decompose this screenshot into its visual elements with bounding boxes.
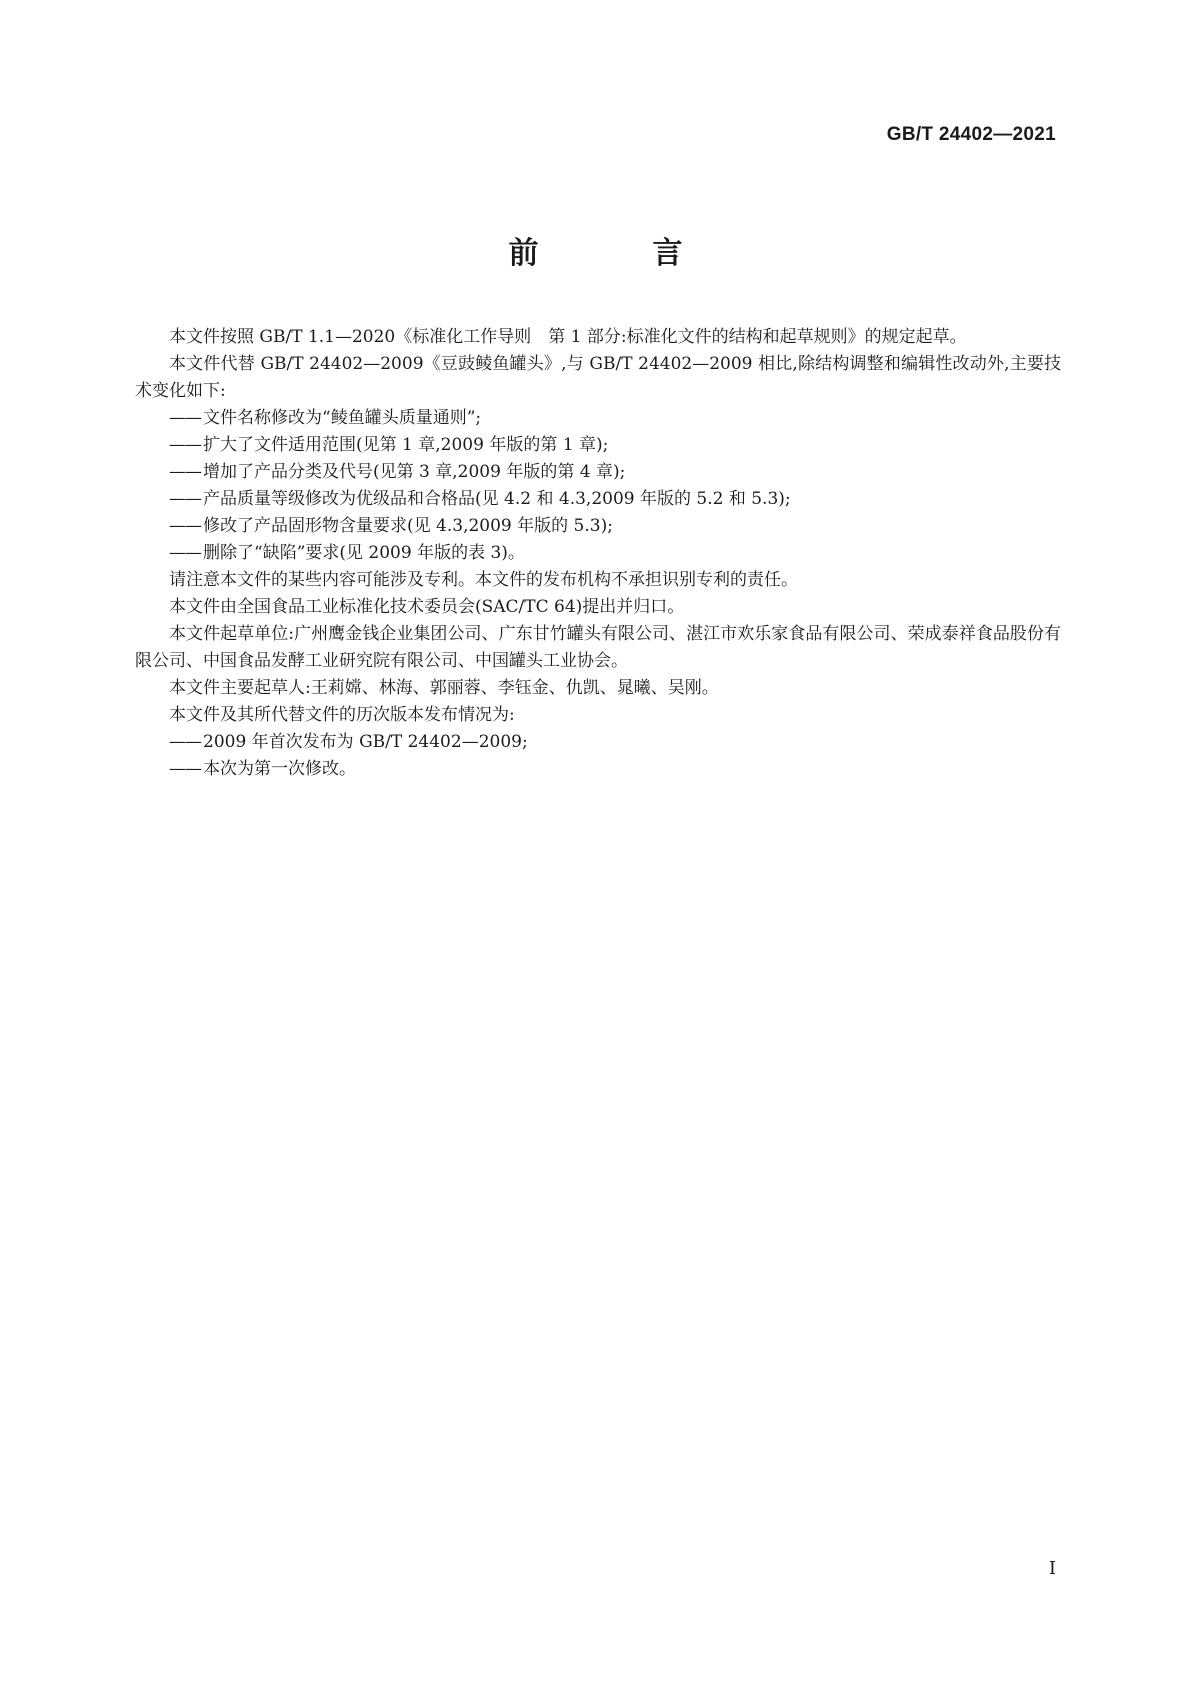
paragraph-proposer: 本文件由全国食品工业标准化技术委员会(SAC/TC 64)提出并归口。 — [169, 597, 685, 617]
standard-code: GB/T 24402—2021 — [886, 124, 1056, 145]
paragraph-patent-notice: 请注意本文件的某些内容可能涉及专利。本文件的发布机构不承担识别专利的责任。 — [169, 570, 798, 590]
list-item: —— 文件名称修改为“鲮鱼罐头质量通则”; — [169, 408, 482, 428]
foreword-body — [135, 324, 1061, 783]
list-item: —— 删除了“缺陷”要求(见 2009 年版的表 3)。 — [169, 543, 525, 563]
paragraph-history-intro: 本文件及其所代替文件的历次版本发布情况为: — [169, 705, 515, 725]
paragraph-drafting-units: 本文件起草单位:广州鹰金钱企业集团公司、广东甘竹罐头有限公司、湛江市欢乐家食品有限公司、荣成泰祥食品股份有限公司、中国食品发酵工业研究院有限公司、中国罐头工业协会。 — [135, 624, 1061, 671]
paragraph-drafting-rules: 本文件按照 GB/T 1.1—2020《标准化工作导则 第 1 部分:标准化文件的结构和起草规则》的规定起草。 — [169, 327, 967, 347]
paragraph-replacement: 本文件代替 GB/T 24402—2009《豆豉鲮鱼罐头》,与 GB/T 24402—2009 相比,除结构调整和编辑性改动外,主要技术变化如下: — [135, 354, 1061, 401]
paragraph-drafters: 本文件主要起草人:王莉嫦、林海、郭丽蓉、李钰金、仇凯、晁曦、吴刚。 — [169, 678, 719, 698]
list-item: —— 产品质量等级修改为优级品和合格品(见 4.2 和 4.3,2009 年版的 5.2 和 5.3); — [169, 489, 791, 509]
list-item: —— 本次为第一次修改。 — [169, 759, 356, 779]
list-item: —— 2009 年首次发布为 GB/T 24402—2009; — [169, 732, 528, 752]
list-item: —— 扩大了文件适用范围(见第 1 章,2009 年版的第 1 章); — [169, 435, 609, 455]
list-item: —— 增加了产品分类及代号(见第 3 章,2009 年版的第 4 章); — [169, 462, 626, 482]
list-item: —— 修改了产品固形物含量要求(见 4.3,2009 年版的 5.3); — [169, 516, 613, 536]
page-title: 前 言 — [508, 236, 725, 271]
page-number: I — [1048, 1558, 1056, 1579]
